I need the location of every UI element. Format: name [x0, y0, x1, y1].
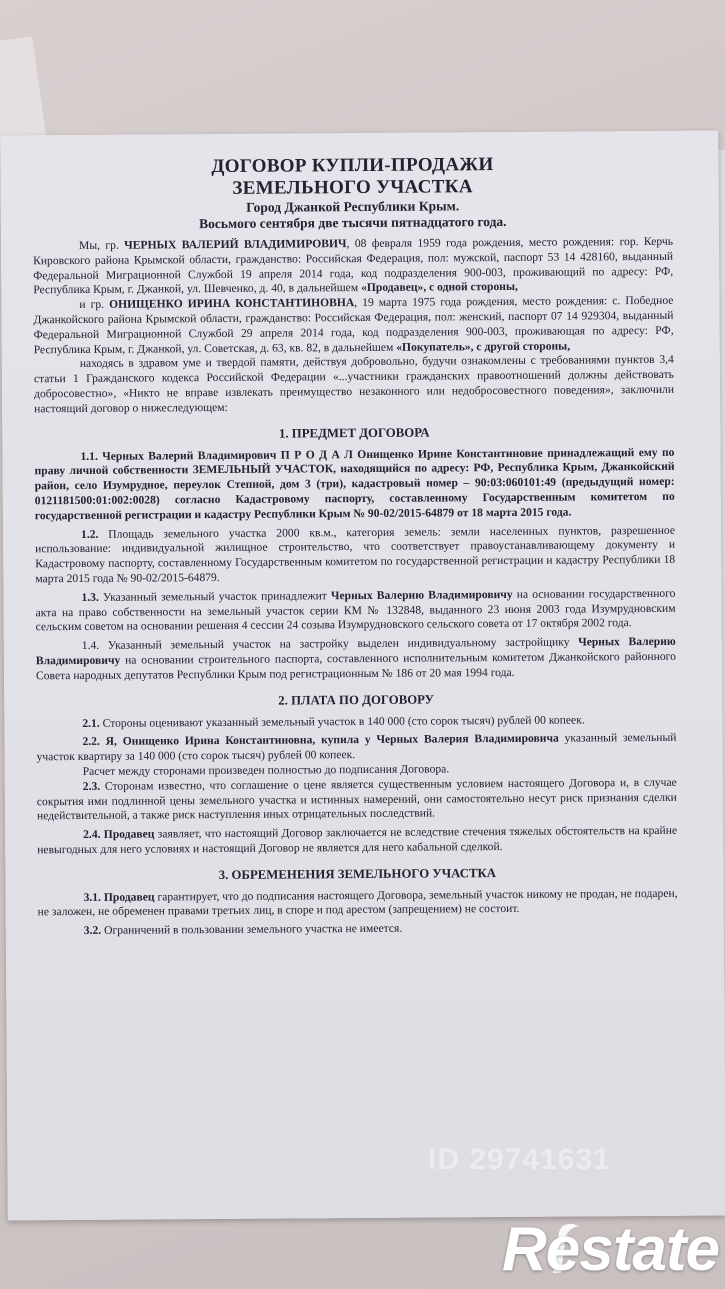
contract-text [32, 153, 677, 940]
buyer-role: «Покупатель», с другой стороны, [396, 339, 571, 354]
restate-logo: Restate [502, 1215, 719, 1284]
clause-2-4: 2.4. Продавец заявляет, что настоящий Договор заключается не вследствие стечения тяжелых обстоятельств на крайне невыгодных для него условиях и настоящий Договор не является для него кабальной сделкой. [37, 823, 678, 857]
clause-2-2-settlement: Расчет между сторонами произведен полностью до подписания Договора. [82, 762, 450, 778]
document-date: Восьмого сентября две тысячи пятнадцатого года. [199, 213, 507, 232]
section-1-heading: 1. ПРЕДМЕТ ДОГОВОРА [278, 425, 430, 441]
clause-1-2: 1.2. Площадь земельного участка 2000 кв.м., категория земель: земли населенных пунктов, разрешенное использование: индивидуальной жилищное строительство, что соответствует правоустанавливающему документу и Кадастровому паспорту, составленному Государственным комитетом по государственной регистрации и кадастру Республики 18 марта 2015 года № 90-02/2015-64879. [35, 523, 676, 586]
clause-1-1: 1.1. Черных Валерий Владимирович П Р О Д А Л Онищенко Ирине Константиновне принадлежащий ему по праву личной собственности ЗЕМЕЛЬНЫЙ УЧАСТОК, находящийся по адресу: РФ, Республика Крым, Джанкойский район, село Изумрудное, переулок Степной, дом 3 (три), кадастровый номер – 90:03:060101:49 (предыдущий номер: 0121181500:01:002:0028) согласно Кадастровому паспорту, составленному Государственным комитетом по государственной регистрации и кадастру Республики Крым № 90-02/2015-64879 от 18 марта 2015 года. [34, 445, 675, 523]
clause-2-3: 2.3. Сторонам известно, что соглашение о цене является существенным условием настоящего Договора и, в случае сокрытия ими подлинной цены земельного участка и истинных намерений, они самостоятельно несут риск признания сделки недействительной, а также риск наступления иных отрицательных последствий. [36, 775, 677, 823]
buyer-paragraph: и гр. ОНИЩЕНКО ИРИНА КОНСТАНТИНОВНА, 19 марта 1975 года рождения, место рождения: с. Победное Джанкойского района Крымской области, гражданство: Российская Федерация, пол: женский, паспорт 07 14 929304, выданный Федеральной Миграционной Службой 29 апреля 2014 года, код подразделения 900-003, проживающая по адресу: РФ, Республика Крым, г. Джанкой, ул. Советская, д. 63, кв. 82, в дальнейшем «Покупатель», с другой стороны, [33, 294, 674, 356]
document-title: ДОГОВОР КУПЛИ-ПРОДАЖИ [211, 154, 494, 178]
clause-3-1: 3.1. Продавец гарантирует, что до подписания настоящего Договора, земельный участок никому не продан, не подарен, не заложен, не обременен правами третьих лиц, в споре и под арестом (запрещением) не состоит. [37, 886, 678, 919]
section-3-heading: 3. ОБРЕМЕНЕНИЯ ЗЕМЕЛЬНОГО УЧАСТКА [218, 865, 497, 882]
contract-page [0, 131, 725, 1221]
buyer-name: ОНИЩЕНКО ИРИНА КОНСТАНТИНОВНА [109, 296, 355, 311]
watermark-id: ID 29741631 [428, 1143, 611, 1176]
clause-1-3: 1.3. Указанный земельный участок принадлежит Черных Валерию Владимировичу на основании государственного акта на право собственности на земельный участок серии КМ № 132848, выданного 23 июня 2003 года Изумрудновским сельским советом на основании решения 4 сессии 24 созыва Изумрудновского сельского совета от 17 октября 2002 года. [35, 586, 676, 634]
seller-role: «Продавец», с одной стороны, [360, 280, 518, 295]
clause-2-2: 2.2. Я, Онищенко Ирина Константиновна, купила у Черных Валерия Владимировича указанный земельный участок квартиру за 140 000 (сто сорок тысяч) рублей 00 копеек. [36, 731, 677, 764]
clause-2-1: 2.1. Стороны оценивают указанный земельный участок в 140 000 (сто сорок тысяч) рублей 00 копеек. [82, 712, 585, 730]
preamble-paragraph: находясь в здравом уме и твердой памяти, действуя добровольно, будучи ознакомлены с требованиями пунктов 3,4 статьи 1 Гражданского кодекса Российской Федерации «...участники гражданских правоотношений должны действовать добросовестно», «Никто не вправе извлекать преимущество незаконного или недобросовестного поведения», заключили настоящий договор о нижеследующем: [33, 353, 675, 416]
clause-1-4: 1.4. Указанный земельный участок на застройку выделен индивидуальному застройщику Черных Валерию Владимировичу на основании строительного паспорта, составленного исполнительным комитетом Джанкойского районного Совета народных депутатов Республики Крым под регистрационным № 186 от 20 мая 1994 года. [35, 634, 676, 683]
clause-3-2: 3.2. Ограничений в пользовании земельного участка не имеется. [83, 922, 403, 938]
seller-name: ЧЕРНЫХ ВАЛЕРИЙ ВЛАДИМИРОВИЧ [124, 237, 347, 252]
section-2-heading: 2. ПЛАТА ПО ДОГОВОРУ [278, 692, 435, 708]
document-city: Город Джанкой Республики Крым. [246, 198, 460, 215]
seller-paragraph: Мы, гр. ЧЕРНЫХ ВАЛЕРИЙ ВЛАДИМИРОВИЧ, 08 февраля 1959 года рождения, место рождения: гор. Керчь Кировского района Крымской области, гражданство: Российская Федерация, пол: мужской, паспорт 53 14 428160, выданный Федеральной Миграционной Службой 19 апреля 2014 года, код подразделения 900-003, проживающий по адресу: РФ, Республика Крым, г. Джанкой, ул. Шевченко, д. 40, в дальнейшем «Продавец», с одной стороны, [33, 234, 674, 297]
document-subtitle: ЗЕМЕЛЬНОГО УЧАСТКА [232, 176, 473, 199]
